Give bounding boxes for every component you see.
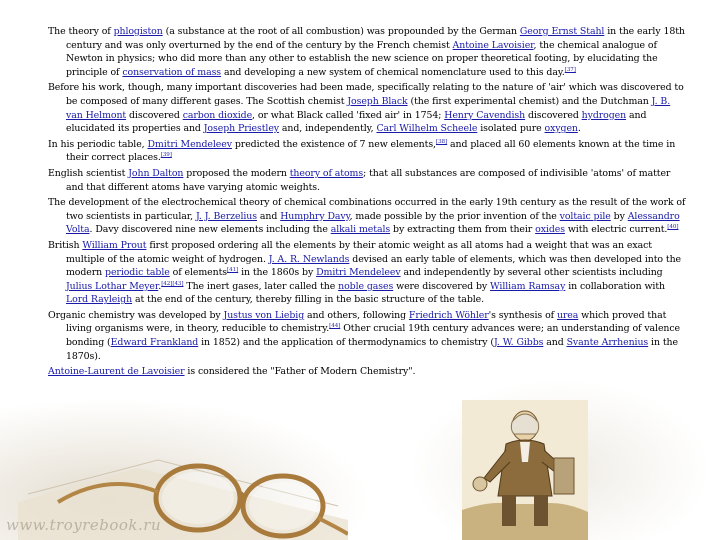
wiki-link[interactable]: William Ramsay (490, 280, 566, 292)
text-run: discovered (525, 109, 582, 121)
text-run: devised an early table of elements, which was then developed into the modern (66, 253, 681, 279)
text-run: discovered (126, 109, 183, 121)
text-run: in collaboration with (565, 280, 665, 292)
watermark: www.troyrebook.ru (6, 516, 162, 534)
wiki-link[interactable]: Joseph Black (347, 95, 408, 107)
text-run: in 1852) and the application of thermodynamics to chemistry ( (198, 337, 494, 349)
text-run: , or what Black called 'fixed air' in 1754; (252, 109, 445, 121)
wiki-link[interactable]: Lord Rayleigh (66, 294, 133, 306)
text-run: in the 1870s). (66, 337, 678, 362)
text-run: and others, following (304, 309, 409, 321)
wiki-link[interactable]: voltaic pile (559, 210, 611, 222)
wiki-link[interactable]: hydrogen (581, 109, 627, 121)
text-run: The inert gases, later called the (183, 280, 339, 292)
wiki-link[interactable]: William Prout (82, 239, 147, 251)
wiki-link[interactable]: Antoine Lavoisier (452, 39, 534, 51)
text-run: were discovered by (393, 280, 491, 292)
paragraph (48, 365, 686, 379)
text-run: , the chemical analogue of Newton in physics; who did more than any other to establish the new science on proper theoretical footing, by elucidating the principle of (66, 39, 658, 78)
wiki-link[interactable]: Svante Arrhenius (566, 337, 649, 349)
text-run: and (543, 337, 567, 349)
text-run: with electric current. (564, 224, 668, 236)
text-run: in the 1860s by (238, 267, 317, 279)
wiki-link[interactable]: J. J. Berzelius (195, 210, 257, 222)
citation-link[interactable]: [39] (160, 152, 172, 159)
wiki-link[interactable]: J. A. R. Newlands (268, 253, 350, 265)
wiki-link[interactable]: Antoine-Laurent de Lavoisier (48, 366, 185, 378)
wiki-link[interactable]: Friedrich Wöhler (408, 309, 489, 321)
text-run: isolated pure (477, 123, 545, 135)
citation-link[interactable]: [42][43] (161, 280, 184, 287)
text-run: and (256, 210, 281, 222)
wiki-link[interactable]: Georg Ernst Stahl (519, 26, 605, 37)
text-run: proposed the modern (183, 167, 290, 179)
text-run: The development of the electrochemical theory of chemical combinations occurred in the early 19th century as the result of the work of two scientists in particular, (48, 197, 686, 222)
wiki-link[interactable]: Carl Wilhelm Scheele (376, 123, 478, 135)
text-run: and developing a new system of chemical nomenclature used to this day. (221, 66, 565, 78)
wiki-link[interactable]: Edward Frankland (110, 337, 199, 349)
text-run: Other crucial 19th century advances were; an understanding of valence bonding ( (66, 323, 681, 349)
text-run: by extracting them from their (390, 224, 536, 236)
lavoisier-portrait-image (462, 400, 588, 540)
wiki-link[interactable]: John Dalton (128, 167, 184, 179)
text-run: . Davy discovered nine new elements including the (89, 224, 331, 236)
text-run: British (48, 239, 83, 251)
text-run: Before his work, though, many important discoveries had been made, specifically relating to the nature of 'air' which was discovered to be composed of many different gases. The Scottish chemist (48, 82, 684, 107)
citation-link[interactable]: [40] (667, 224, 679, 231)
wiki-link[interactable]: oxygen (544, 123, 578, 135)
text-run: (the first experimental chemist) and the Dutchman (407, 95, 652, 107)
text-run: and placed all 60 elements known at the time in their correct places. (66, 138, 676, 164)
wiki-link[interactable]: J. B. van Helmont (66, 95, 671, 121)
text-run: of elements (169, 267, 227, 279)
paragraph (48, 167, 686, 194)
paragraph (48, 81, 686, 135)
text-run: at the end of the century, thereby filling in the basic structure of the table. (132, 294, 485, 306)
wiki-link[interactable]: Justus von Liebig (223, 309, 305, 321)
citation-link[interactable]: [41] (227, 266, 239, 273)
wiki-link[interactable]: urea (556, 309, 579, 321)
text-run: and independently by several other scientists including (400, 267, 663, 279)
wiki-link[interactable]: Julius Lothar Meyer (66, 280, 159, 292)
wiki-link[interactable]: carbon dioxide (182, 109, 253, 121)
wiki-link[interactable]: conservation of mass (122, 66, 222, 78)
text-run: . (577, 123, 581, 135)
paragraph (48, 309, 686, 363)
text-run: in the early 18th century and was only overturned by the end of the century by the French chemist (66, 26, 685, 51)
text-run: . (158, 280, 162, 292)
paragraph (48, 25, 686, 79)
wiki-link[interactable]: theory of atoms (289, 167, 364, 179)
text-run: and, independently, (279, 123, 377, 135)
paragraph (48, 196, 686, 237)
text-run: is considered the "Father of Modern Chemistry". (184, 366, 416, 378)
text-run: English scientist (48, 167, 129, 179)
text-run: , made possible by the prior invention of the (349, 210, 560, 222)
paragraph (48, 138, 686, 165)
text-run: ; that all substances are composed of indivisible 'atoms' of matter and that different atoms have varying atomic weights. (66, 167, 671, 193)
citation-link[interactable]: [44] (329, 323, 341, 330)
wiki-link[interactable]: periodic table (105, 267, 170, 279)
wiki-link[interactable]: phlogiston (113, 26, 163, 37)
article-body (48, 25, 686, 381)
text-run: The theory of (48, 26, 114, 37)
text-run: and elucidated its properties and (66, 109, 647, 135)
text-run: which proved that living organisms were, in theory, reducible to chemistry. (66, 309, 667, 335)
text-run: (a substance at the root of all combustion) was propounded by the German (162, 26, 520, 37)
wiki-link[interactable]: alkali metals (330, 224, 391, 236)
wiki-link[interactable]: Dmitri Mendeleev (316, 267, 401, 279)
wiki-link[interactable]: Henry Cavendish (444, 109, 526, 121)
text-run: Organic chemistry was developed by (48, 309, 224, 321)
wiki-link[interactable]: J. W. Gibbs (493, 337, 544, 349)
wiki-link[interactable]: oxides (535, 224, 565, 236)
text-run: by (610, 210, 628, 222)
wiki-link[interactable]: Dmitri Mendeleev (147, 138, 232, 150)
text-run: 's synthesis of (488, 309, 557, 321)
wiki-link[interactable]: Joseph Priestley (203, 123, 280, 135)
wiki-link[interactable]: Alessandro Volta (66, 210, 680, 236)
wiki-link[interactable]: Humphry Davy (280, 210, 350, 222)
citation-link[interactable]: [38] (435, 138, 448, 145)
text-run: In his periodic table, (48, 138, 148, 150)
paragraph (48, 239, 686, 307)
citation-link[interactable]: [37] (564, 66, 576, 73)
text-run: first proposed ordering all the elements by their atomic weight as all atoms had a weight that was an exact multiple of the atomic weight of hydrogen. (66, 239, 652, 265)
text-run: predicted the existence of 7 new elements, (231, 138, 436, 150)
wiki-link[interactable]: noble gases (338, 280, 394, 292)
